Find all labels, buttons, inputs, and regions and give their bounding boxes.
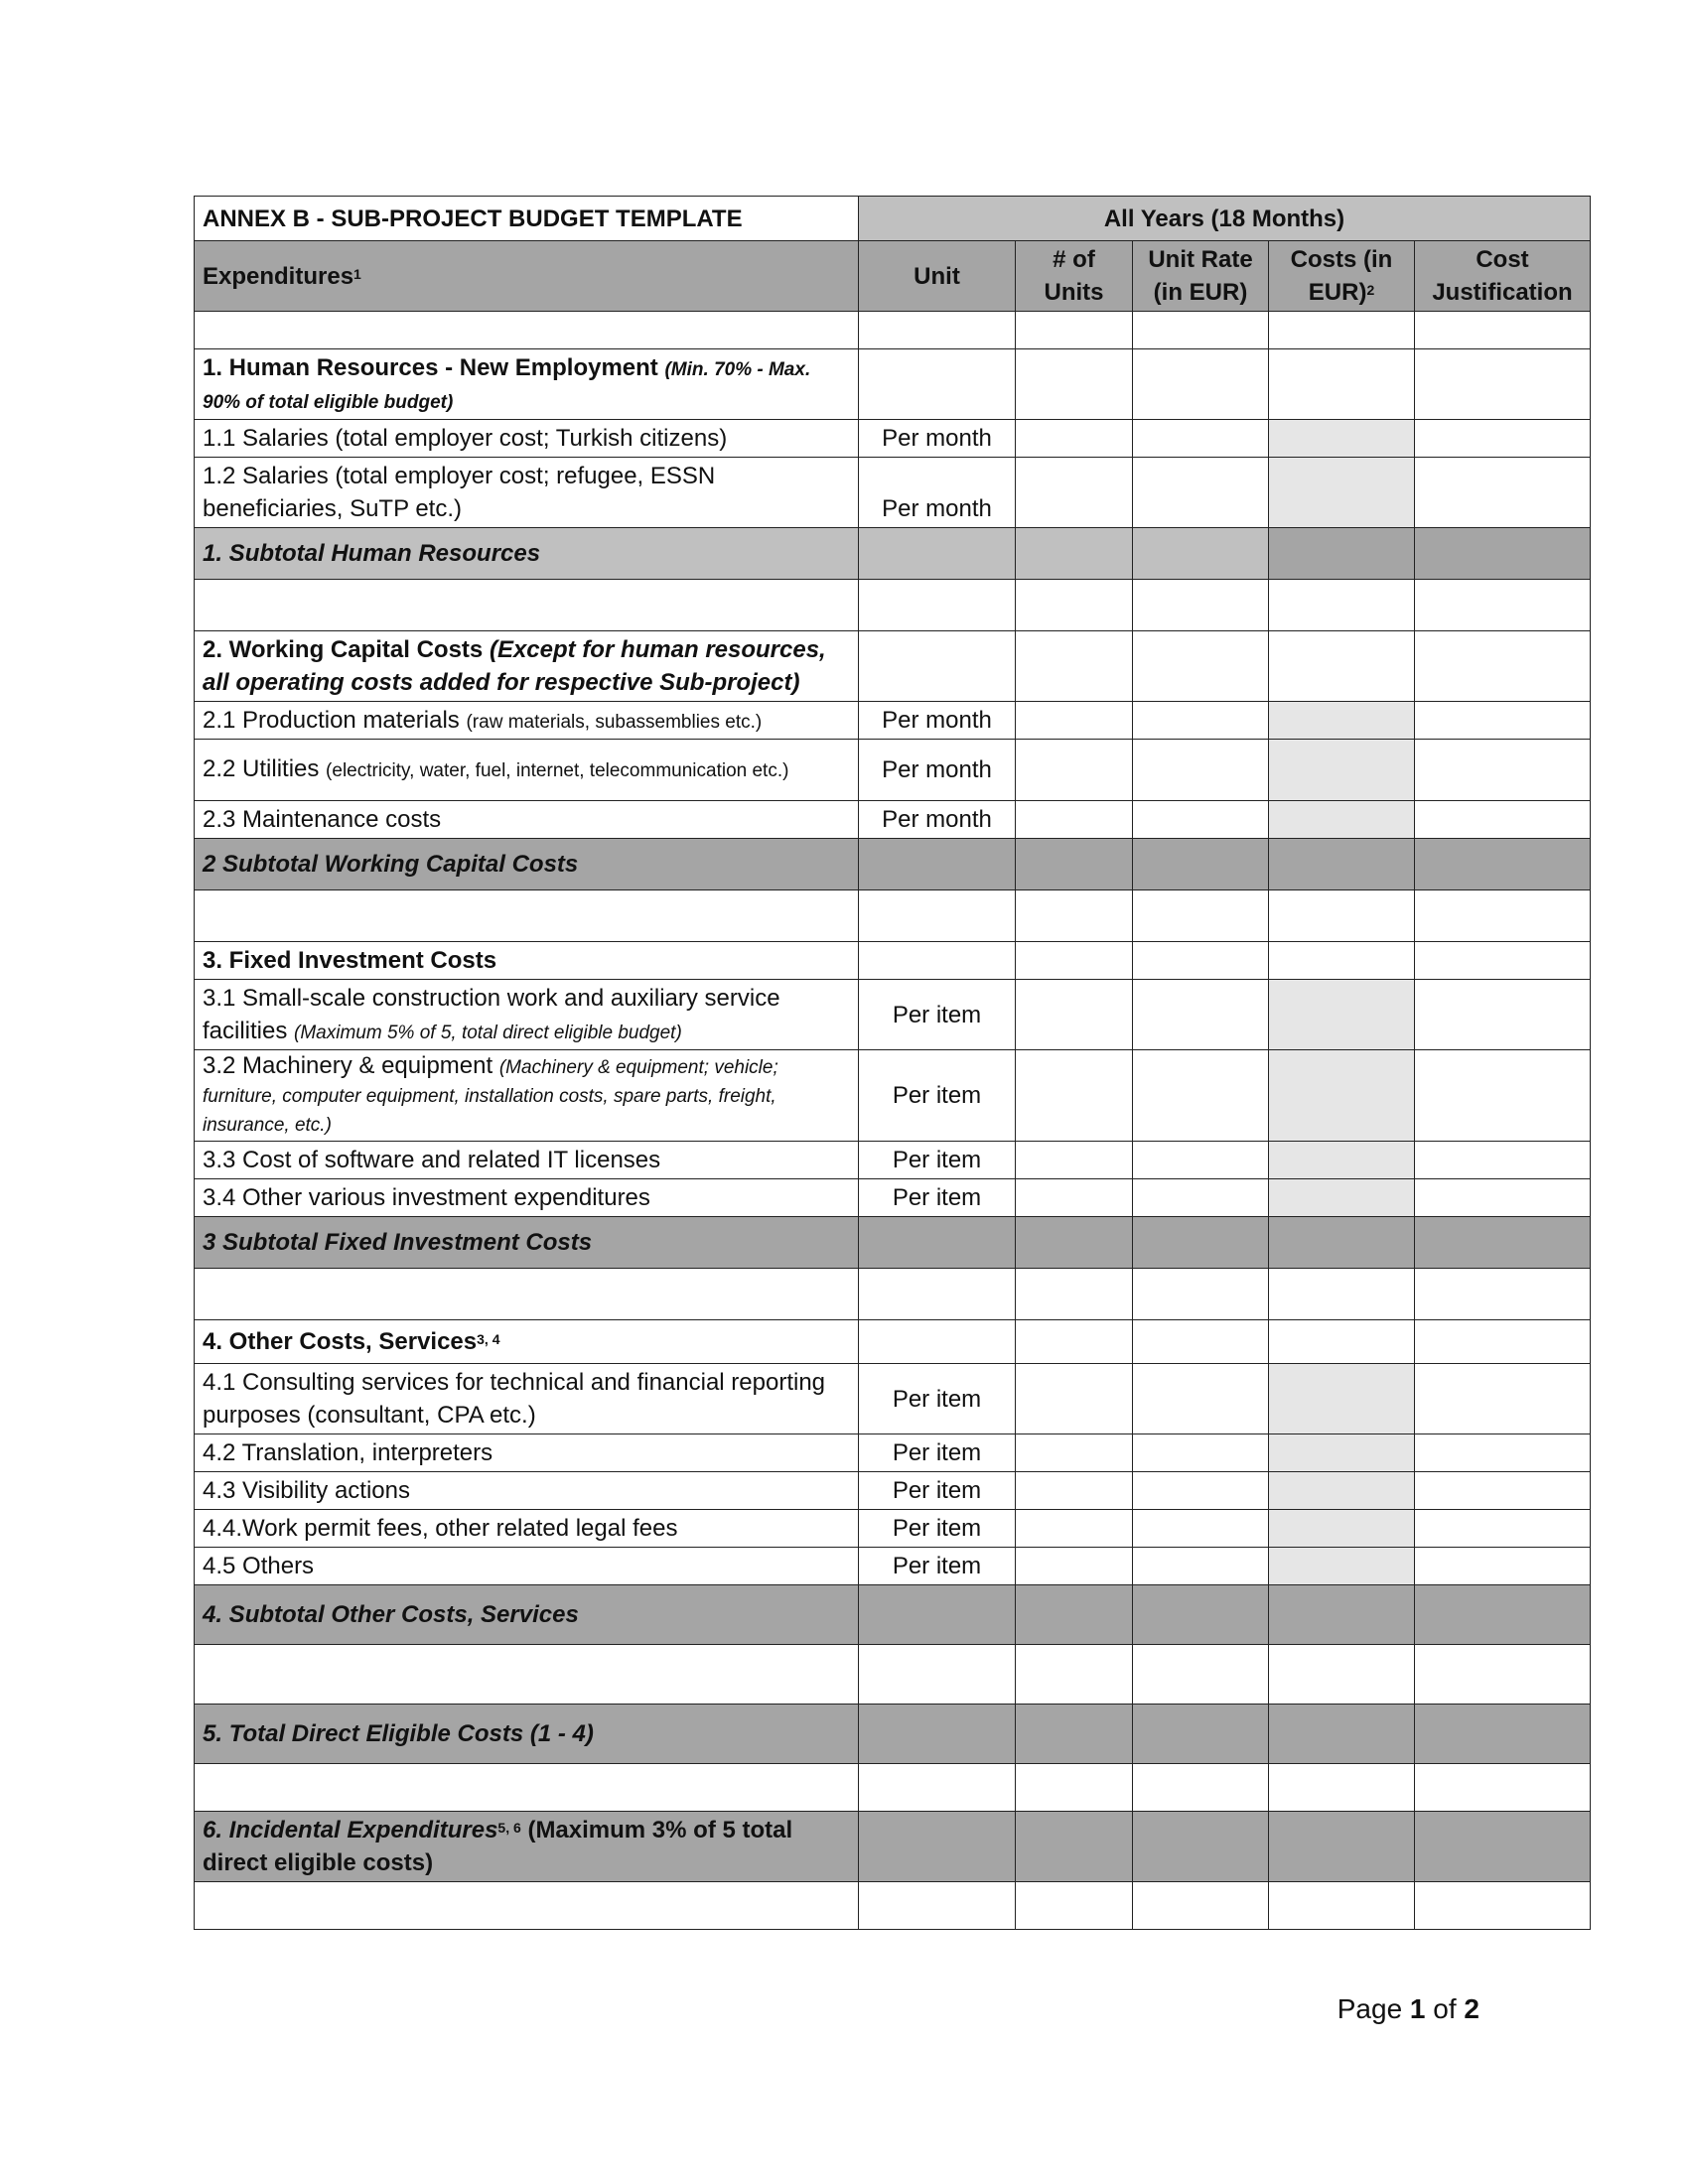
row-unit: Per month bbox=[859, 702, 1016, 740]
subtotal-row bbox=[195, 528, 1591, 580]
row-unit: Per item bbox=[859, 1142, 1016, 1179]
row-unit: Per month bbox=[859, 458, 1016, 528]
row-label: 4.3 Visibility actions bbox=[195, 1472, 859, 1510]
header-units-count: # of Units bbox=[1016, 241, 1133, 312]
row-label: 2.3 Maintenance costs bbox=[195, 801, 859, 839]
row-unit: Per month bbox=[859, 420, 1016, 458]
row-unit: Per item bbox=[859, 1179, 1016, 1217]
total-row bbox=[195, 1705, 1591, 1764]
total-direct-label: 5. Total Direct Eligible Costs (1 - 4) bbox=[195, 1705, 859, 1764]
section-row bbox=[195, 631, 1591, 702]
section-1-title: 1. Human Resources - New Employment (Min. 70% - Max. 90% of total eligible budget) bbox=[195, 349, 859, 420]
row-unit: Per item bbox=[859, 1434, 1016, 1472]
header-unit: Unit bbox=[859, 241, 1016, 312]
empty-row bbox=[195, 312, 1591, 349]
table-row bbox=[195, 980, 1591, 1050]
row-label: 1.2 Salaries (total employer cost; refugee, ESSN beneficiaries, SuTP etc.) bbox=[195, 458, 859, 528]
header-expenditures: Expenditures$^1$ bbox=[195, 241, 859, 312]
row-unit: Per item bbox=[859, 1364, 1016, 1434]
incidental-label: 6. Incidental Expenditures$^{5, 6}$ (Maximum 3% of 5 total direct eligible costs) bbox=[195, 1812, 859, 1882]
row-unit: Per item bbox=[859, 1510, 1016, 1548]
row-unit: Per item bbox=[859, 1472, 1016, 1510]
table-row bbox=[195, 801, 1591, 839]
section-3-title: 3. Fixed Investment Costs bbox=[195, 942, 859, 980]
empty-row bbox=[195, 1764, 1591, 1812]
row-label: 4.4.Work permit fees, other related legal fees bbox=[195, 1510, 859, 1548]
row-unit: Per month bbox=[859, 801, 1016, 839]
total-row bbox=[195, 1812, 1591, 1882]
row-unit: Per item bbox=[859, 1050, 1016, 1142]
subtotal-row bbox=[195, 1585, 1591, 1645]
empty-row bbox=[195, 890, 1591, 942]
table-row bbox=[195, 740, 1591, 801]
row-label: 1.1 Salaries (total employer cost; Turkish citizens) bbox=[195, 420, 859, 458]
row-unit: Per month bbox=[859, 740, 1016, 801]
table-row bbox=[195, 1472, 1591, 1510]
empty-row bbox=[195, 1645, 1591, 1705]
period-header: All Years (18 Months) bbox=[859, 197, 1591, 241]
subtotal-row bbox=[195, 839, 1591, 890]
budget-table bbox=[194, 196, 1591, 1930]
subtotal-label: 4. Subtotal Other Costs, Services bbox=[195, 1585, 859, 1645]
table-row bbox=[195, 702, 1591, 740]
header-costs: Costs (in EUR)$^2$ bbox=[1269, 241, 1415, 312]
empty-row bbox=[195, 1269, 1591, 1320]
table-row bbox=[195, 1434, 1591, 1472]
table-row bbox=[195, 1179, 1591, 1217]
empty-row bbox=[195, 580, 1591, 631]
subtotal-row bbox=[195, 1217, 1591, 1269]
section-row bbox=[195, 1320, 1591, 1364]
row-label: 3.4 Other various investment expenditures bbox=[195, 1179, 859, 1217]
subtotal-label: 3 Subtotal Fixed Investment Costs bbox=[195, 1217, 859, 1269]
row-unit: Per item bbox=[859, 1548, 1016, 1585]
section-4-title: 4. Other Costs, Services$^{3, 4}$ bbox=[195, 1320, 859, 1364]
section-2-title: 2. Working Capital Costs (Except for human resources, all operating costs added for respective Sub-project) bbox=[195, 631, 859, 702]
empty-row bbox=[195, 1882, 1591, 1930]
table-title: ANNEX B - SUB-PROJECT BUDGET TEMPLATE bbox=[195, 197, 859, 241]
header-unit-rate: Unit Rate (in EUR) bbox=[1133, 241, 1269, 312]
table-row bbox=[195, 1142, 1591, 1179]
subtotal-label: 2 Subtotal Working Capital Costs bbox=[195, 839, 859, 890]
section-row bbox=[195, 942, 1591, 980]
header-justification: Cost Justification bbox=[1415, 241, 1591, 312]
table-row bbox=[195, 420, 1591, 458]
row-label: 3.2 Machinery & equipment (Machinery & equipment; vehicle; furniture, computer equipment, installation costs, spare parts, freight, insurance, etc.) bbox=[195, 1050, 859, 1142]
subtotal-label: 1. Subtotal Human Resources bbox=[195, 528, 859, 580]
row-label: 3.3 Cost of software and related IT licenses bbox=[195, 1142, 859, 1179]
row-label: 2.2 Utilities (electricity, water, fuel, internet, telecommunication etc.) bbox=[195, 740, 859, 801]
page-number: Page 1 of 2 bbox=[1336, 1993, 1479, 2024]
row-label: 4.5 Others bbox=[195, 1548, 859, 1585]
table-row bbox=[195, 1364, 1591, 1434]
table-row bbox=[195, 1548, 1591, 1585]
row-label: 4.1 Consulting services for technical and financial reporting purposes (consultant, CPA etc.) bbox=[195, 1364, 859, 1434]
row-unit: Per item bbox=[859, 980, 1016, 1050]
row-label: 3.1 Small-scale construction work and auxiliary service facilities (Maximum 5% of 5, total direct eligible budget) bbox=[195, 980, 859, 1050]
row-label: 4.2 Translation, interpreters bbox=[195, 1434, 859, 1472]
table-row bbox=[195, 1510, 1591, 1548]
section-row bbox=[195, 349, 1591, 420]
row-label: 2.1 Production materials (raw materials, subassemblies etc.) bbox=[195, 702, 859, 740]
table-row bbox=[195, 1050, 1591, 1142]
table-row bbox=[195, 458, 1591, 528]
